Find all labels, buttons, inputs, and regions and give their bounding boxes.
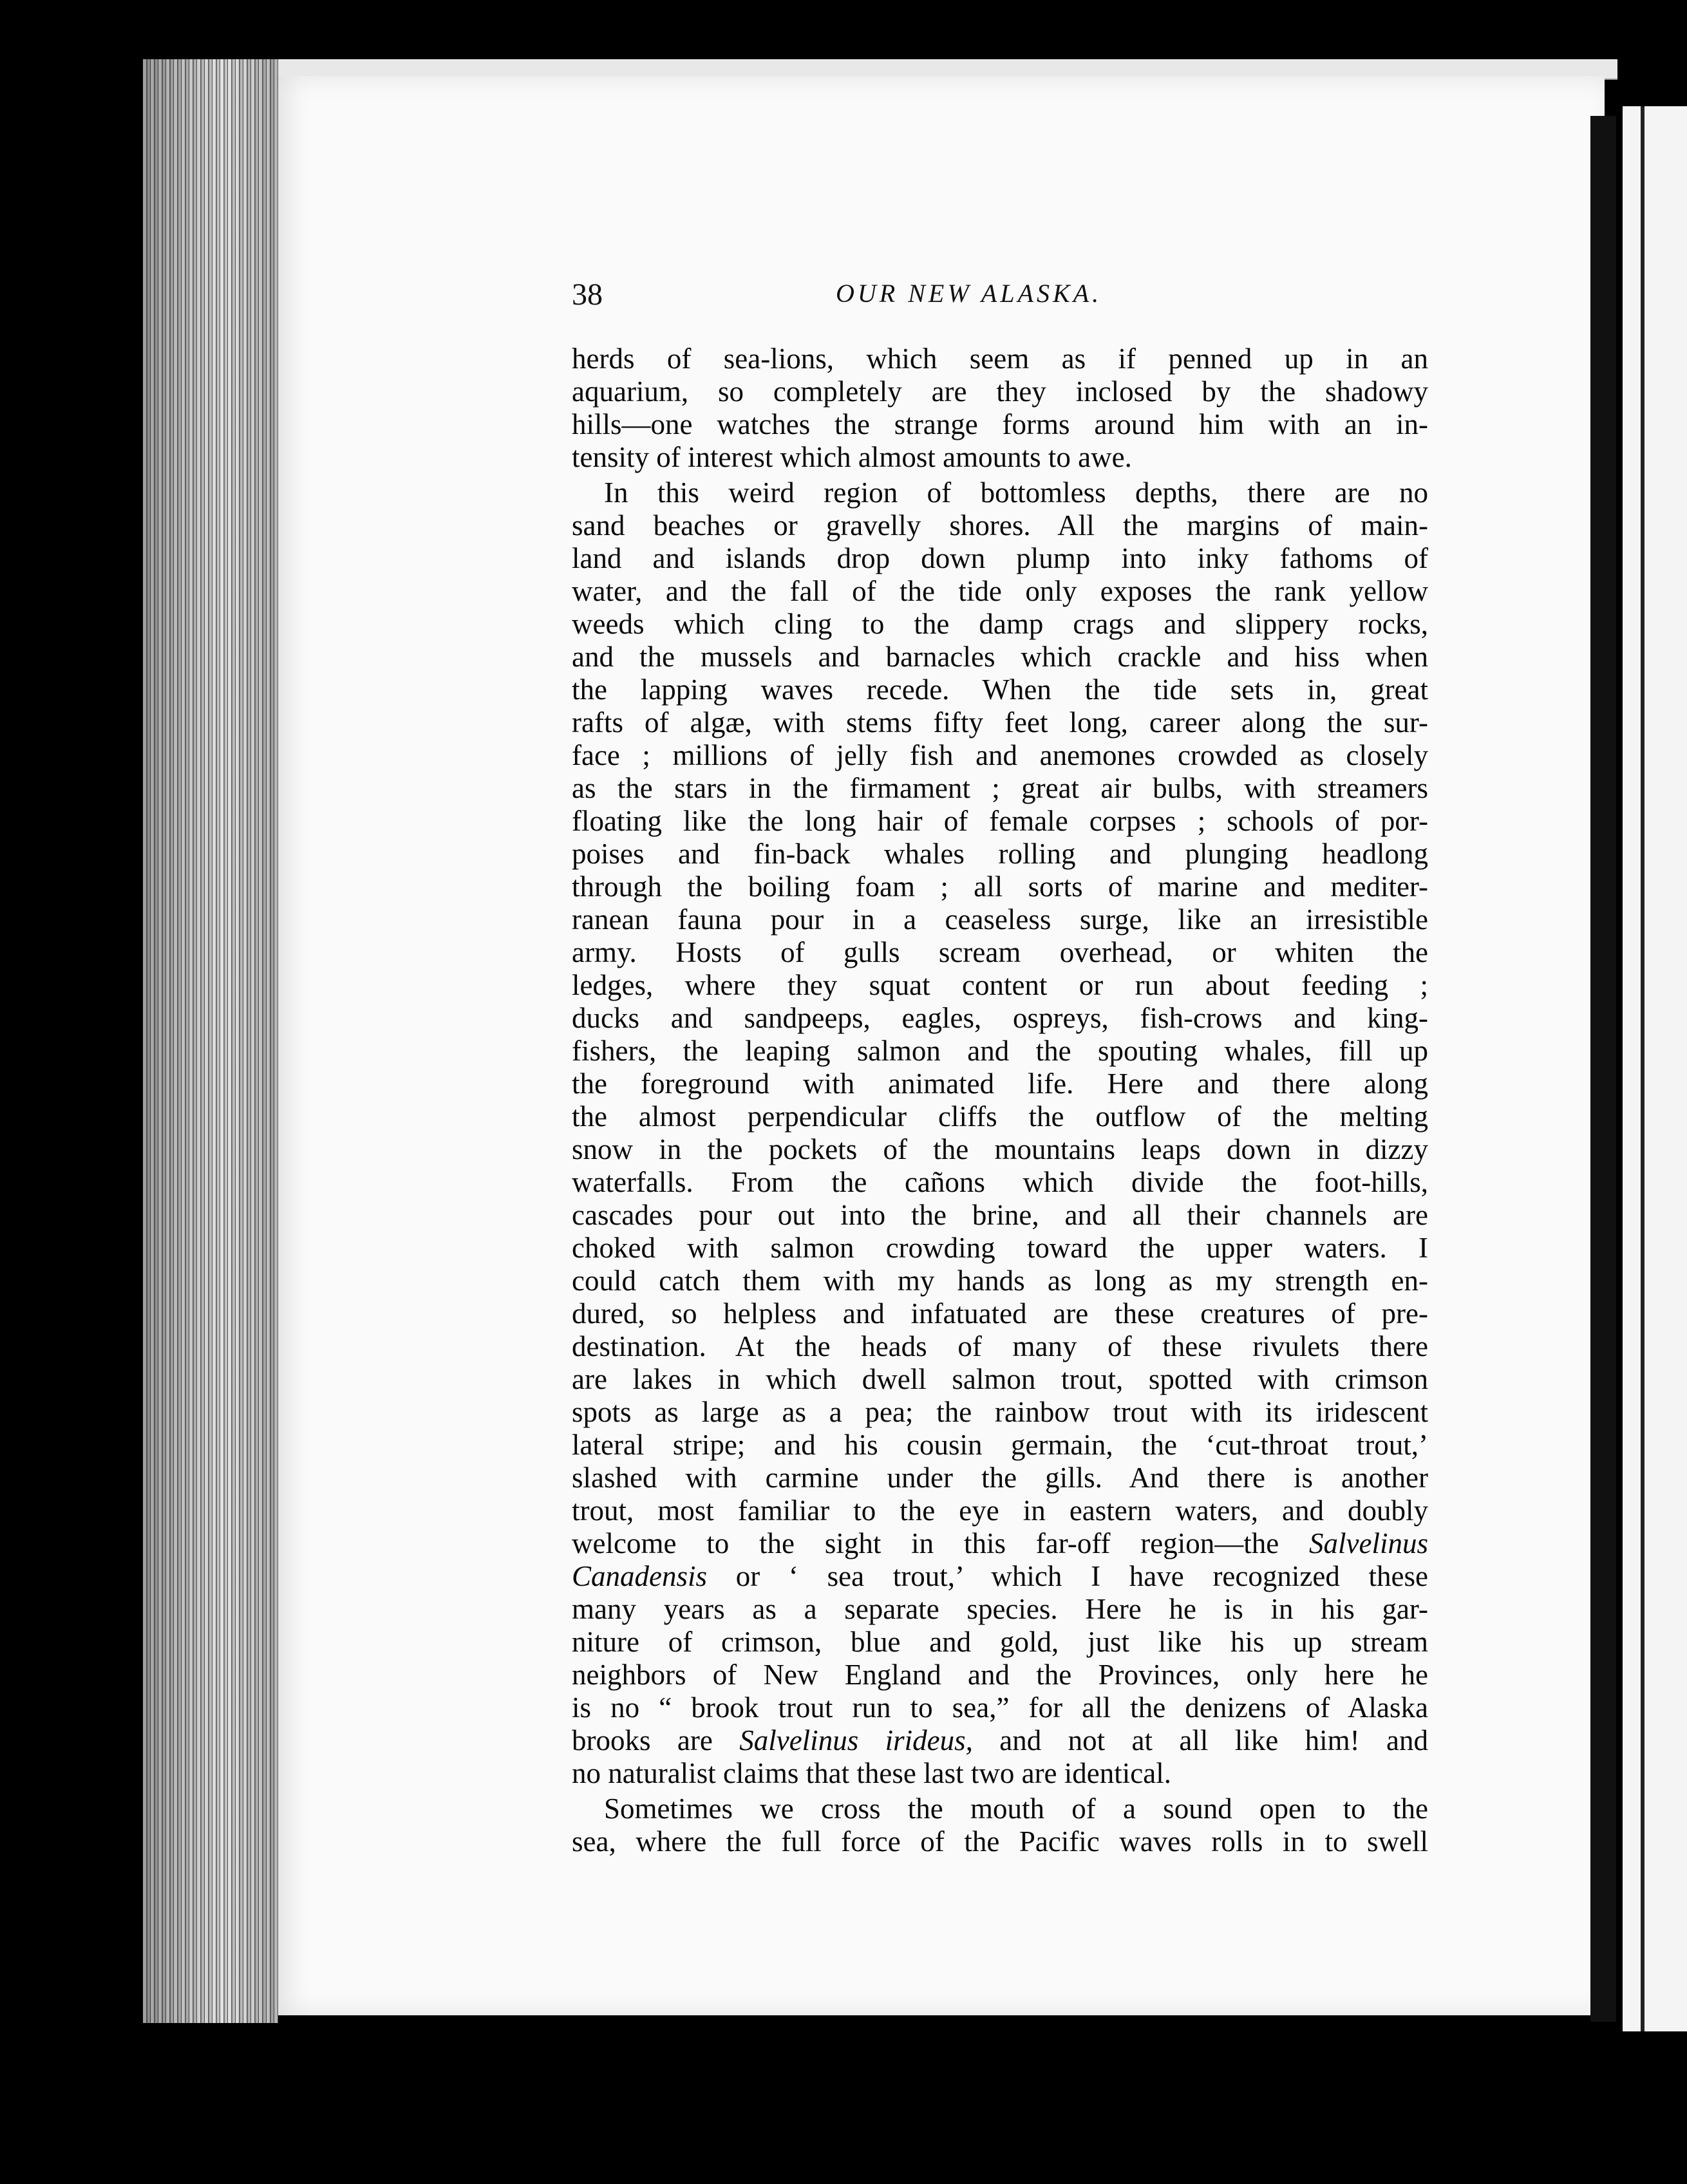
text-line: weeds which cling to the damp crags and slippery rocks,	[572, 608, 1428, 640]
text-line: ranean fauna pour in a ceaseless surge, like an irresistible	[572, 903, 1428, 936]
text-line: rafts of algæ, with stems fifty feet long, career along the sur-	[572, 706, 1428, 739]
text-line: no naturalist claims that these last two are identical.	[572, 1757, 1171, 1789]
italic-term: Salvelinus	[1309, 1527, 1428, 1559]
text-line: Sometimes we cross the mouth of a sound open to the	[604, 1793, 1428, 1825]
text-segment: and not at all like him! and	[972, 1724, 1428, 1756]
text-line	[572, 1724, 1428, 1757]
running-head	[572, 277, 1428, 315]
text-line: face ; millions of jelly fish and anemones crowded as closely	[572, 739, 1428, 771]
text-line: spots as large as a pea; the rainbow trout with its iridescent	[572, 1396, 1428, 1428]
text-line: sand beaches or gravelly shores. All the margins of main-	[572, 509, 1428, 541]
text-line: niture of crimson, blue and gold, just like his up stream	[572, 1626, 1428, 1658]
text-line: fishers, the leaping salmon and the spouting whales, fill up	[572, 1035, 1428, 1067]
text-line: through the boiling foam ; all sorts of marine and mediter-	[572, 871, 1428, 903]
italic-term: Canadensis	[572, 1560, 708, 1592]
text-segment: brooks are	[572, 1724, 740, 1756]
text-line: the almost perpendicular cliffs the outflow of the melting	[572, 1100, 1428, 1133]
paragraph	[572, 1793, 1428, 1858]
text-line: ducks and sandpeeps, eagles, ospreys, fish-crows and king-	[572, 1002, 1428, 1034]
text-line: poises and fin-back whales rolling and plunging headlong	[572, 838, 1428, 870]
text-line: aquarium, so completely are they inclosed by the shadowy	[572, 375, 1428, 408]
body-text	[572, 343, 1428, 1858]
book-page-edges-shadow	[143, 59, 278, 2023]
text-line: trout, most familiar to the eye in eastern waters, and doubly	[572, 1494, 1428, 1527]
text-line: waterfalls. From the cañons which divide the foot-hills,	[572, 1166, 1428, 1198]
text-line: hills—one watches the strange forms around him with an in-	[572, 408, 1428, 440]
text-line: could catch them with my hands as long as my strength en-	[572, 1265, 1428, 1297]
text-line: are lakes in which dwell salmon trout, spotted with crimson	[572, 1363, 1428, 1395]
text-line: cascades pour out into the brine, and all their channels are	[572, 1199, 1428, 1231]
text-line: as the stars in the firmament ; great air bulbs, with streamers	[572, 772, 1428, 804]
text-line: dured, so helpless and infatuated are these creatures of pre-	[572, 1297, 1428, 1330]
paragraph	[572, 476, 1428, 1790]
italic-term: Salvelinus irideus,	[739, 1724, 973, 1756]
text-line: ledges, where they squat content or run about feeding ;	[572, 969, 1428, 1001]
text-line: army. Hosts of gulls scream overhead, or whiten the	[572, 936, 1428, 968]
text-line: lateral stripe; and his cousin germain, the ‘cut-throat trout,’	[572, 1429, 1428, 1461]
paragraph	[572, 343, 1428, 474]
text-line: snow in the pockets of the mountains leaps down in dizzy	[572, 1133, 1428, 1165]
text-line	[572, 1560, 1428, 1593]
text-line: In this weird region of bottomless depths, there are no	[604, 476, 1428, 509]
text-line: destination. At the heads of many of these rivulets there	[572, 1330, 1428, 1362]
text-line	[572, 1527, 1428, 1560]
text-segment: welcome to the sight in this far-off region—the	[572, 1527, 1310, 1559]
text-line: choked with salmon crowding toward the upper waters. I	[572, 1232, 1428, 1264]
text-line: water, and the fall of the tide only exposes the rank yellow	[572, 575, 1428, 607]
page-gutter-shadow	[1590, 116, 1616, 2022]
text-line: herds of sea-lions, which seem as if penned up in an	[572, 343, 1428, 375]
next-page-edge	[1623, 106, 1687, 2031]
text-line: slashed with carmine under the gills. And there is another	[572, 1462, 1428, 1494]
text-line: and the mussels and barnacles which crackle and hiss when	[572, 641, 1428, 673]
text-line: neighbors of New England and the Provinces, only here he	[572, 1659, 1428, 1691]
text-line: the lapping waves recede. When the tide sets in, great	[572, 673, 1428, 706]
next-page-binding-line	[1641, 106, 1645, 2031]
text-line: many years as a separate species. Here he is in his gar-	[572, 1593, 1428, 1625]
text-line: sea, where the full force of the Pacific waves rolls in to swell	[572, 1825, 1428, 1858]
running-title: OUR NEW ALASKA.	[836, 279, 1102, 308]
text-line: tensity of interest which almost amounts to awe.	[572, 441, 1132, 473]
text-segment: or ‘ sea trout,’ which I have recognized these	[707, 1560, 1428, 1592]
text-line: the foreground with animated life. Here and there along	[572, 1068, 1428, 1100]
text-line: floating like the long hair of female corpses ; schools of por-	[572, 805, 1428, 837]
text-line: land and islands drop down plump into inky fathoms of	[572, 542, 1428, 574]
page-number: 38	[572, 278, 603, 312]
text-line: is no “ brook trout run to sea,” for all the denizens of Alaska	[572, 1691, 1428, 1724]
